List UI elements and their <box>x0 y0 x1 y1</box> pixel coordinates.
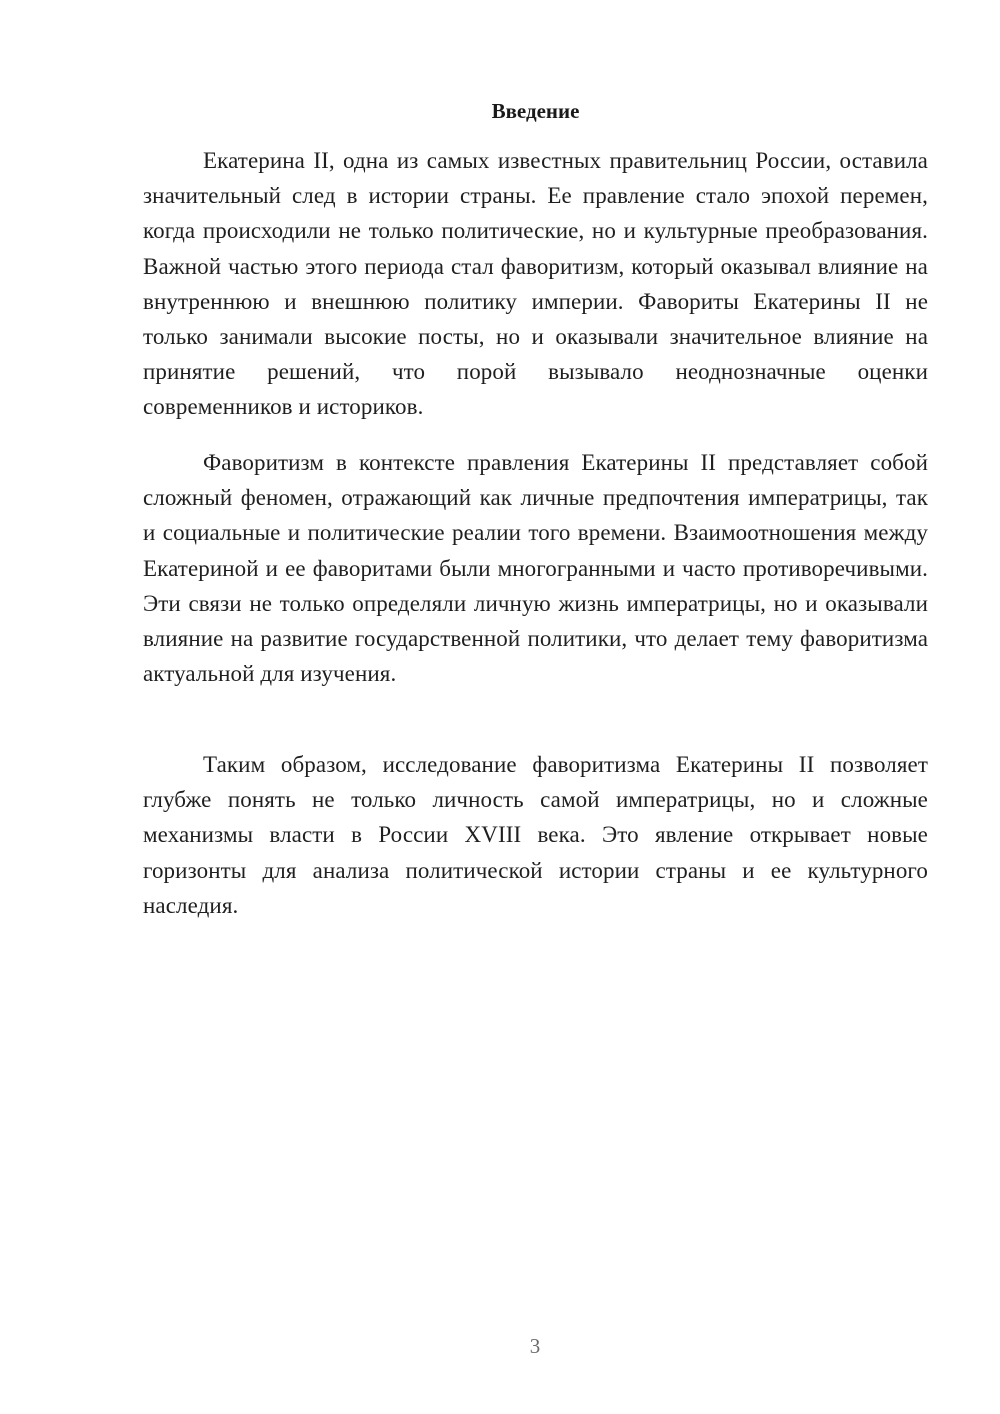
page-number: 3 <box>529 1334 541 1358</box>
paragraph: Таким образом, исследование фаворитизма Екатерины II позволяет глубже понять не только личность самой императрицы, но и сложные механизмы власти в России XVIII века. Это явление открывает новые горизонты для анализа политической истории страны и ее культурного наследия. <box>143 752 928 918</box>
section-heading: Введение <box>491 99 580 123</box>
paragraph: Фаворитизм в контексте правления Екатерины II представляет собой сложный феномен, отражающий как личные предпочтения императрицы, так и социальные и политические реалии того времени. Взаимоотношения между Екатериной и ее фаворитами были многогранными и часто противоречивыми. Эти связи не только определяли личную жизнь императрицы, но и оказывали влияние на развитие государственной политики, что делает тему фаворитизма актуальной для изучения. <box>143 450 928 687</box>
paragraph: Екатерина II, одна из самых известных правительниц России, оставила значительный след в истории страны. Ее правление стало эпохой перемен, когда происходили не только политические, но и культурные преобразования. Важной частью этого периода стал фаворитизм, который оказывал влияние на внутреннюю и внешнюю политику империи. Фавориты Екатерины II не только занимали высокие посты, но и оказывали значительное влияние на принятие решений, что порой вызывало неоднозначные оценки современников и историков. <box>143 148 928 420</box>
